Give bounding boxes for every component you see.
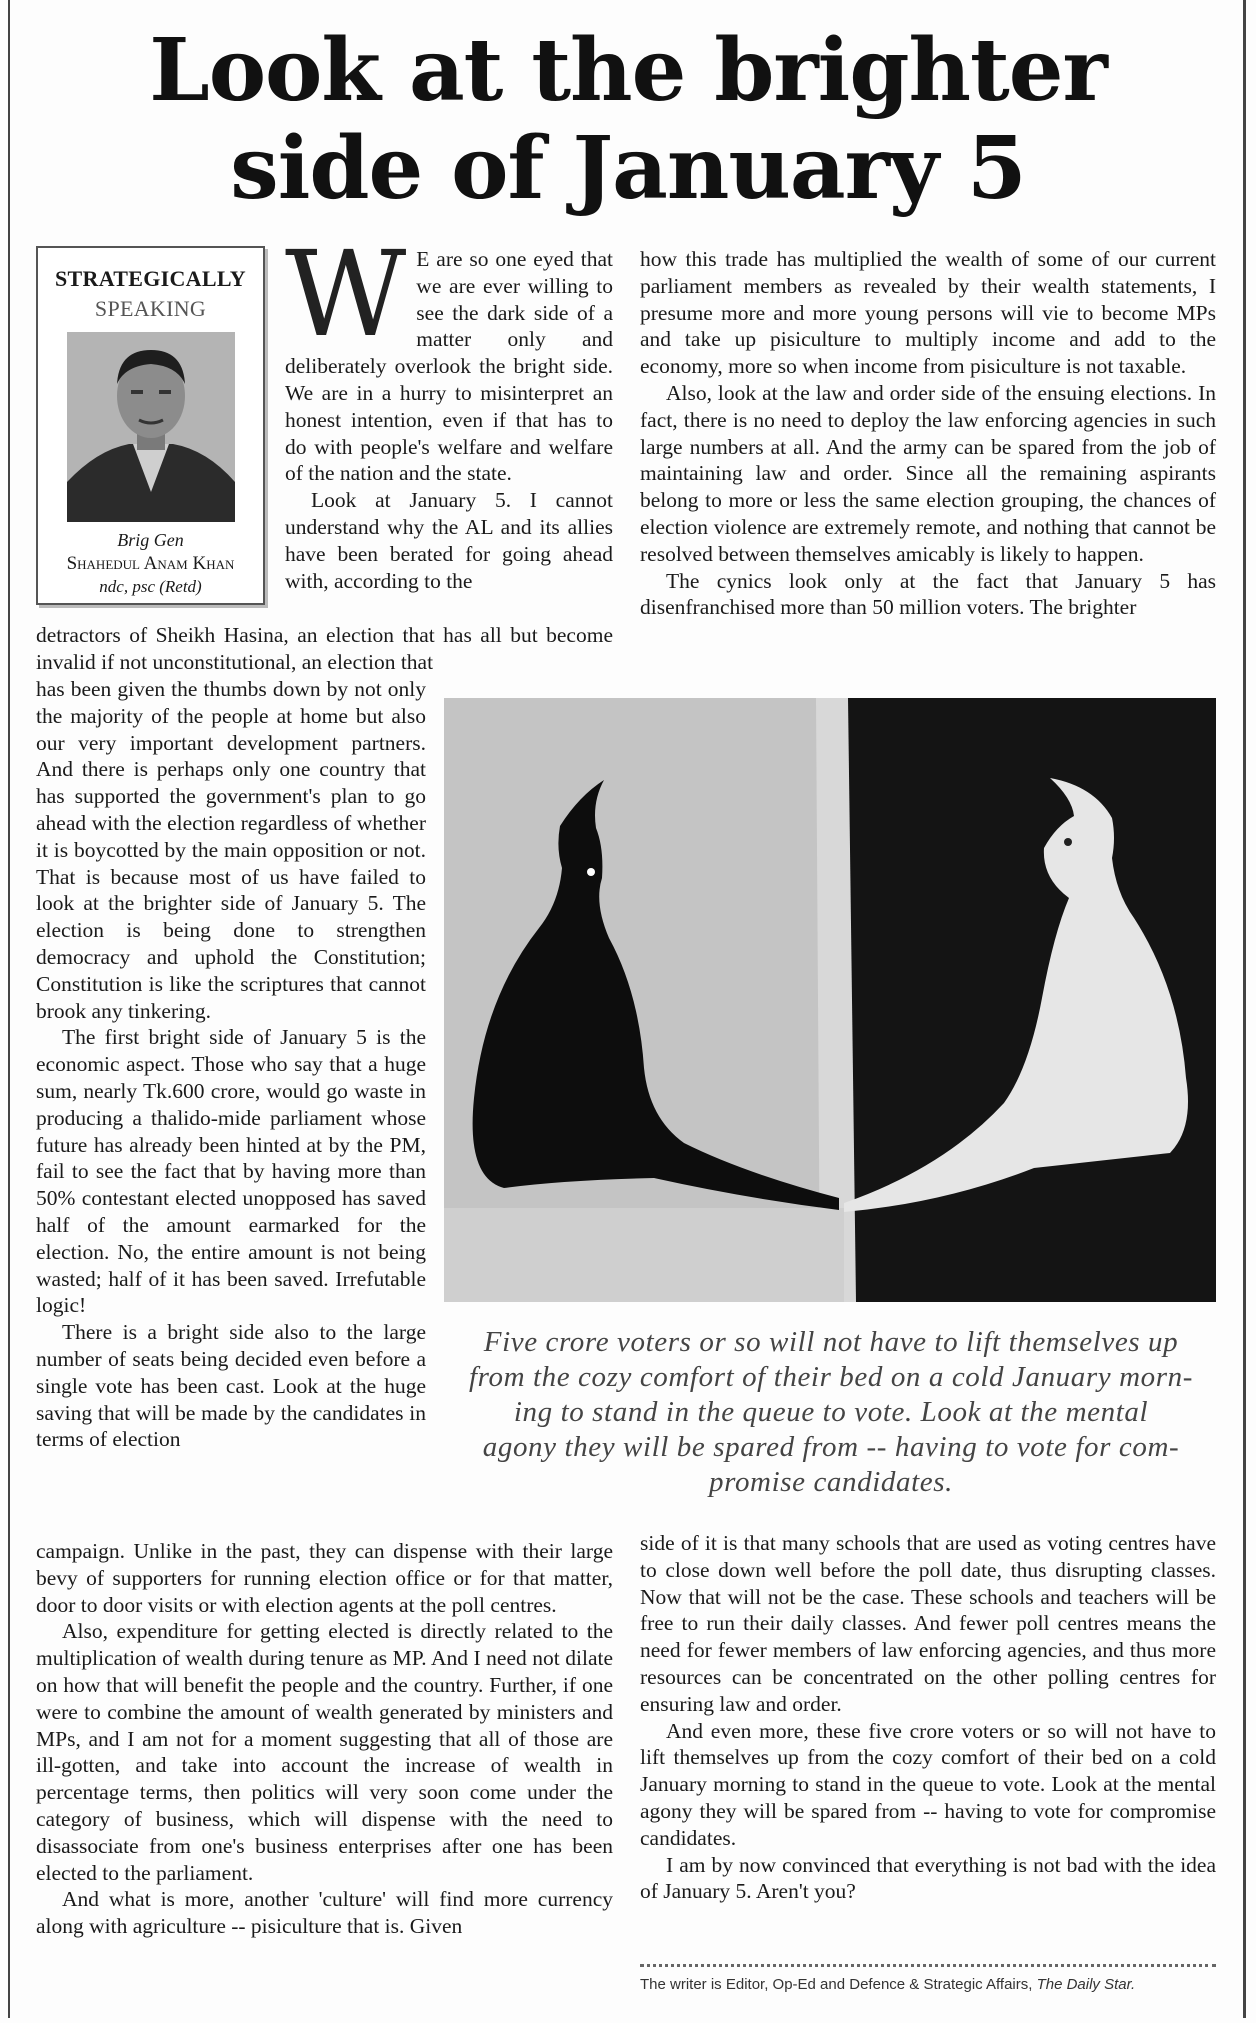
pull-quote-line-3: ing to stand in the queue to vote. Look at the mental bbox=[513, 1396, 1149, 1428]
paragraph-five-crore: And even more, these five crore voters or so will not have to lift themselves up from the cozy comfort of their bed on a cold January morning to stand in the queue to vote. Look at the mental agony they will be spared from -- having to vote for compromise candidates. bbox=[640, 1718, 1216, 1850]
author-rank: Brig Gen bbox=[117, 530, 184, 550]
intro-text: E are so one eyed that we are ever willing to see the dark side of a matter only and deliberately overlook the bright side. We are in a hurry to misinterpret an honest intention, even if that has to do with people's welfare and welfare of the nation and the state. bbox=[285, 247, 613, 486]
headline bbox=[0, 22, 1256, 218]
paragraph-thumbs-down: has been given the thumbs down by not only the majority of the people at home but also our very important development partners. And there is perhaps only one country that has supported the government's plan to go ahead with the election regardless of whether it is boycotted by the main opposition or not. That is because most of us have failed to look at the brighter side of January 5. The election is being done to strengthen democracy and uphold the Constitution; Constitution is like the scriptures that cannot brook any tinkering. bbox=[36, 677, 426, 1023]
column-1-top bbox=[285, 225, 613, 594]
column-1-bottom bbox=[36, 1538, 613, 1940]
footnote-publication: The Daily Star. bbox=[1036, 1976, 1136, 1993]
paragraph-cynics: The cynics look only at the fact that January 5 has disenfranchised more than 50 million voters. The brighter bbox=[640, 568, 1216, 620]
headline-line-1: Look at the brighter bbox=[149, 20, 1107, 121]
column-2-bottom bbox=[640, 1530, 1216, 1905]
paragraph-conclusion: I am by now convinced that everything is not bad with the idea of January 5. Aren't you? bbox=[640, 1852, 1216, 1904]
column-label-line-2: SPEAKING bbox=[94, 296, 207, 321]
footnote-text: The writer is Editor, Op-Ed and Defence & Strategic Affairs, bbox=[640, 1976, 1037, 1993]
column-2-top bbox=[640, 246, 1216, 621]
pull-quote-line-5: promise candidates. bbox=[709, 1466, 953, 1498]
intro-paragraph bbox=[285, 225, 613, 487]
paragraph-culture: And what is more, another 'culture' will find more currency along with agriculture -- pisiculture that is. Given bbox=[36, 1887, 613, 1939]
paragraph-expenditure: Also, expenditure for getting elected is directly related to the multiplication of wealth during tenure as MP. And I need not dilate on how that will benefit the people and the country. Further, if one were to combine the amount of wealth generated by ministers and MPs, and I am not for a moment suggesting that all of those are ill-gotten, and take into account the increase of wealth in percentage terms, then politics will very soon come under the category of business, which will dispense with the need to disassociate from one's business enterprises after one has been elected to the parliament. bbox=[36, 1619, 613, 1885]
paragraph-law-order: Also, look at the law and order side of the ensuing elections. In fact, there is no need to deploy the law enforcing agencies in such large numbers at all. And the army can be spared from the job of maintaining law and order. Since all the remaining aspirants belong to more or less the same election grouping, the chances of election violence are extremely remote, and nothing that cannot be resolved between themselves amicably is likely to happen. bbox=[640, 380, 1216, 566]
pull-quote-line-4: agony they will be spared from -- having to vote for com- bbox=[482, 1431, 1180, 1463]
pull-quote-line-1: Five crore voters or so will not have to lift themselves up bbox=[483, 1326, 1179, 1358]
paragraph-campaign: campaign. Unlike in the past, they can dispense with their large bevy of supporters for running election office or for that matter, door to door visits or with election agents at the poll centres. bbox=[36, 1539, 613, 1617]
pull-quote-line-2: from the cozy comfort of their bed on a cold January morn- bbox=[469, 1361, 1193, 1393]
paragraph-economic-aspect: The first bright side of January 5 is the economic aspect. Those who say that a huge sum, nearly Tk.600 crore, would go waste in producing a thalido-mide parliament whose future has already been hinted at by the PM, fail to see the fact that by having more than 50% contestant elected unopposed has saved half of the amount earmarked for the election. No, the entire amount is not being wasted; half of it has been saved. Irrefutable logic! bbox=[36, 1025, 426, 1318]
author-photo bbox=[67, 332, 235, 522]
paragraph-detractors: detractors of Sheikh Hasina, an election that has all but become invalid if not unconstitutional, an election that bbox=[36, 623, 613, 674]
pull-quote bbox=[440, 1325, 1222, 1500]
paragraph-january-5: Look at January 5. I cannot understand why the AL and its allies have been berated for going ahead with, according to the bbox=[285, 488, 613, 593]
dotted-divider bbox=[640, 1964, 1216, 1967]
author-credentials: ndc, psc (Retd) bbox=[99, 577, 202, 596]
column-1-narrow bbox=[36, 676, 426, 1453]
author-box bbox=[36, 246, 265, 605]
author-name: Shahedul Anam Khan bbox=[66, 553, 235, 574]
writer-footnote bbox=[640, 1976, 1240, 1993]
column-1-wide-a bbox=[36, 622, 613, 676]
column-label-line-1: STRATEGICALLY bbox=[55, 266, 246, 291]
paragraph-seats: There is a bright side also to the large number of seats being decided even before a single vote has been cast. Look at the huge saving that will be made by the candidates in terms of election bbox=[36, 1320, 426, 1452]
headline-line-2: side of January 5 bbox=[230, 118, 1026, 219]
paragraph-schools: side of it is that many schools that are used as voting centres have to close down well before the poll date, thus disrupting classes. Now that will not be the case. These schools and teachers will be free to run their daily classes. And fewer poll centres means the need for fewer members of law enforcing agencies, and thus more resources can be concentrated on the other polling centres for ensuring law and order. bbox=[640, 1531, 1216, 1716]
paragraph-pisiculture: how this trade has multiplied the wealth of some of our current parliament members as revealed by their wealth statements, I presume more and more young persons will vie to become MPs and take up pisiculture to multiply income and add to the economy, more so when income from pisiculture is not taxable. bbox=[640, 247, 1216, 379]
drop-cap: W bbox=[285, 225, 407, 363]
cats-illustration bbox=[444, 698, 1216, 1302]
